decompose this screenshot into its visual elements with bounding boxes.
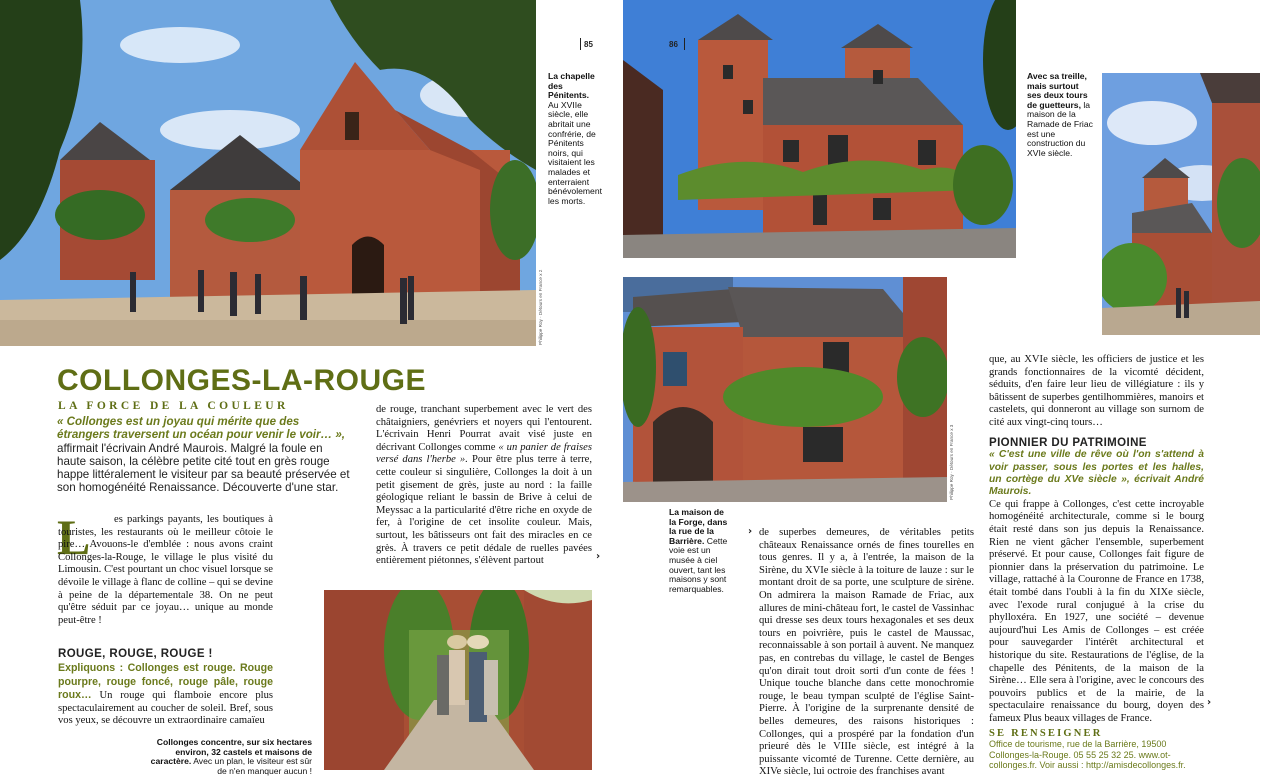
section1-lead: Expliquons : Collonges est rouge. Rouge pourpre, rouge foncé, rouge pâle, rouge roux…	[58, 662, 273, 702]
article-column-1	[57, 509, 273, 627]
caption-treille-title: Avec sa treille, mais surtout ses deux tours de guetteurs,	[1027, 71, 1088, 110]
section1-text: Un rouge qui flamboie encore plus spectaculairement au coucher de soleil. Bref, sous vos yeux, se découvre un extraordinaire camaïeu	[58, 690, 273, 727]
photo-ruelle-visiteurs	[324, 590, 592, 770]
article-intro	[57, 415, 353, 495]
col2-text: de rouge, tranchant superbement avec le vert des châtaigniers, genévriers et noyers qui l'entourent. L'écrivain Henri Pourrat avait visé juste en décrivant Collonges comme	[376, 404, 592, 453]
caption-treille	[1027, 72, 1093, 158]
caption-treille-text: la maison de la Ramade de Friac est une construction du XVIe siècle.	[1027, 99, 1093, 158]
caption-chapelle-text: Au XVIIe siècle, elle abritait une confrérie, de Pénitents noirs, qui visitaient les malades et enterraient bénévolement les morts.	[548, 99, 602, 206]
caption-chapelle-title: La chapelle des Pénitents.	[548, 71, 595, 101]
section1-heading: ROUGE, ROUGE, ROUGE !	[58, 648, 213, 660]
photo-maison-de-la-forge	[623, 277, 947, 502]
photo-ramade-de-friac	[623, 0, 1016, 258]
intro-quote: « Collonges est un joyau qui mérite que des étrangers traversent un océan pour venir le voir… »,	[57, 415, 346, 442]
caption-chapelle	[548, 72, 600, 206]
info-box	[989, 728, 1205, 771]
page-number-divider	[580, 38, 581, 50]
article-subtitle: LA FORCE DE LA COULEUR	[58, 400, 289, 412]
article-column-2	[376, 404, 592, 568]
dropcap: L	[57, 509, 91, 565]
caption-forge-text: Cette voie est un musée à ciel ouvert, tant les maisons y sont remarquables.	[669, 535, 728, 594]
caption-hectares	[150, 738, 312, 776]
caption-forge-title: La maison de la Forge, dans la rue de la Barrière.	[669, 507, 728, 546]
photo-credit-left: Philippe Roy · Détours en France x 2	[538, 269, 543, 345]
section2-heading: PIONNIER DU PATRIMOINE	[989, 436, 1147, 449]
article-column-4	[989, 354, 1204, 725]
section2-quote: « C'est une ville de rêve où l'on s'attend à voir passer, sous les portes et les halles, un cortège du XVe siècle », écrivait André Maurois.	[989, 449, 1204, 498]
para-1: es parkings payants, les boutiques à touristes, les restaurants où le meilleur côtoie le pire… Avouons-le d'emblée : nous avons craint Collonges-la-Rouge, le village le plus visité du Limousin. C'est pourtant un choc visuel lorsque se dévoile le village à flanc de colline – qui se devine à peine de la départementale 38. On ne peut qu'être séduit par ce joyau… unique au monde peut-être !	[58, 514, 273, 626]
photo-tours-guetteurs	[1102, 73, 1260, 335]
article-title: COLLONGES-LA-ROUGE	[57, 364, 426, 397]
page-number-left: 85	[584, 40, 593, 49]
col2-quote: « un panier de fraises versé dans l'herbe ».	[376, 441, 592, 466]
page-number-right: 86	[669, 40, 678, 49]
intro-rest: affirmait l'écrivain André Maurois. Malgré la foule en haute saison, la célèbre petite cité tout en grès rouge happe littéralement le visiteur par sa beauté préservée et son homogénéité Renaissance. Découverte d'une star.	[57, 441, 350, 495]
photo-credit-right: Philippe Roy · Détours en France x 3	[949, 424, 954, 500]
continue-arrow-1: ›	[596, 551, 601, 562]
section2-text: Ce qui frappe à Collonges, c'est cette incroyable homogénéité architecturale, comme si le bourg était resté dans son jus depuis la Renaissance. Rien ne vient gâcher l'ensemble, superbement préservé. Et pour cause, Collonges fait figure de pionnier dans la préservation du patrimoine. Le village, rattaché à la Couronne de France en 1738, était tombé dans l'oubli à la fin du XIXe siècle, avec l'exode rural conjugué à la crise du phylloxéra. En 1927, une société – devenue aujourd'hui Les Amis de Collonges – est créée pour sauvegarder l'intérêt architectural et historique du site. Restaurations de l'église, de la chapelle des Pénitents, de la maison de la Sirène… Elle sera à l'origine, avec le concours des pouvoirs publics et de la mairie, de la spectaculaire renaissance du bourg, doyen des fameux Plus beaux villages de France.	[989, 498, 1204, 724]
caption-hectares-title: Collonges concentre, sur six hectares environ, 32 castels et maisons de caractère.	[150, 737, 312, 767]
section1-body	[58, 662, 273, 728]
col4-text: que, au XVIe siècle, les officiers de justice et les grands fonctionnaires de la vicomté décident, séduits, d'en faire leur lieu de villégiature : ils y bâtissent de superbes gentilhommières, manoirs et castelets, qui donneront au village son surnom de cité aux vingt-cinq tours…	[989, 354, 1204, 428]
caption-hectares-text: Avec un plan, le visiteur est sûr de n'en manquer aucun !	[193, 756, 312, 776]
article-column-3	[759, 527, 974, 779]
info-heading: SE RENSEIGNER	[989, 728, 1103, 739]
col3-text: de superbes demeures, de véritables petits châteaux Renaissance ornés de fines tourelles en tous genres. Il y a, à l'entrée, la maison de la Sirène, du XVIe siècle à la toiture de lauze : sur le montant droit de sa porte, une sculpture de sirène. On admirera la maison Ramade de Friac, aux allures de mini-château fort, le castel de Vassinhac qui dresse ses deux tours hexagonales et ses deux tours en poivrière, puis le castel de Maussac, reconnaissable à son portail à auvent. Ne manquez pas, en contrebas du village, le castel de Benges qu'on dirait tout droit sorti d'un conte de fées ! Unique touche blanche dans cette monochromie rouge, le beau tympan sculpté de l'église Saint-Pierre. À l'origine de la surprenante densité de belles demeures, des raisons historiques : Collonges, qui a prospéré par la fondation d'un prieuré dès le VIIIe siècle, est intégré à la puissante vicomté de Turenne. Cette dernière, au XIVe siècle, lui octroie des franchises avant	[759, 527, 974, 778]
page-number-divider-right	[684, 38, 685, 50]
photo-chapelle-penitents	[0, 0, 536, 346]
col2-text2: Pour être plus terre à terre, cette couleur si singulière, Collonges la doit à un petit gisement de grès, juste au nord : la faille géologique reliant le bassin de Brive à celui de Meyssac a la particularité d'être riche en oxyde de fer, à l'origine de cet insolite couleur. Mais, surtout, les bâtisseurs ont fait des miracles en ce grès. À travers ce petit dédale de ruelles pavées entièrement piétonnes, s'élèvent partout	[376, 454, 592, 567]
caption-forge	[669, 508, 731, 594]
section-1	[58, 648, 273, 728]
continue-arrow-3: ›	[1207, 697, 1212, 708]
info-text: Office de tourisme, rue de la Barrière, 19500 Collonges-la-Rouge. 05 55 25 32 25. www.ot-collonges.fr. Voir aussi : http://amisdecollonges.fr.	[989, 739, 1186, 771]
continue-arrow-2: ›	[748, 526, 753, 537]
